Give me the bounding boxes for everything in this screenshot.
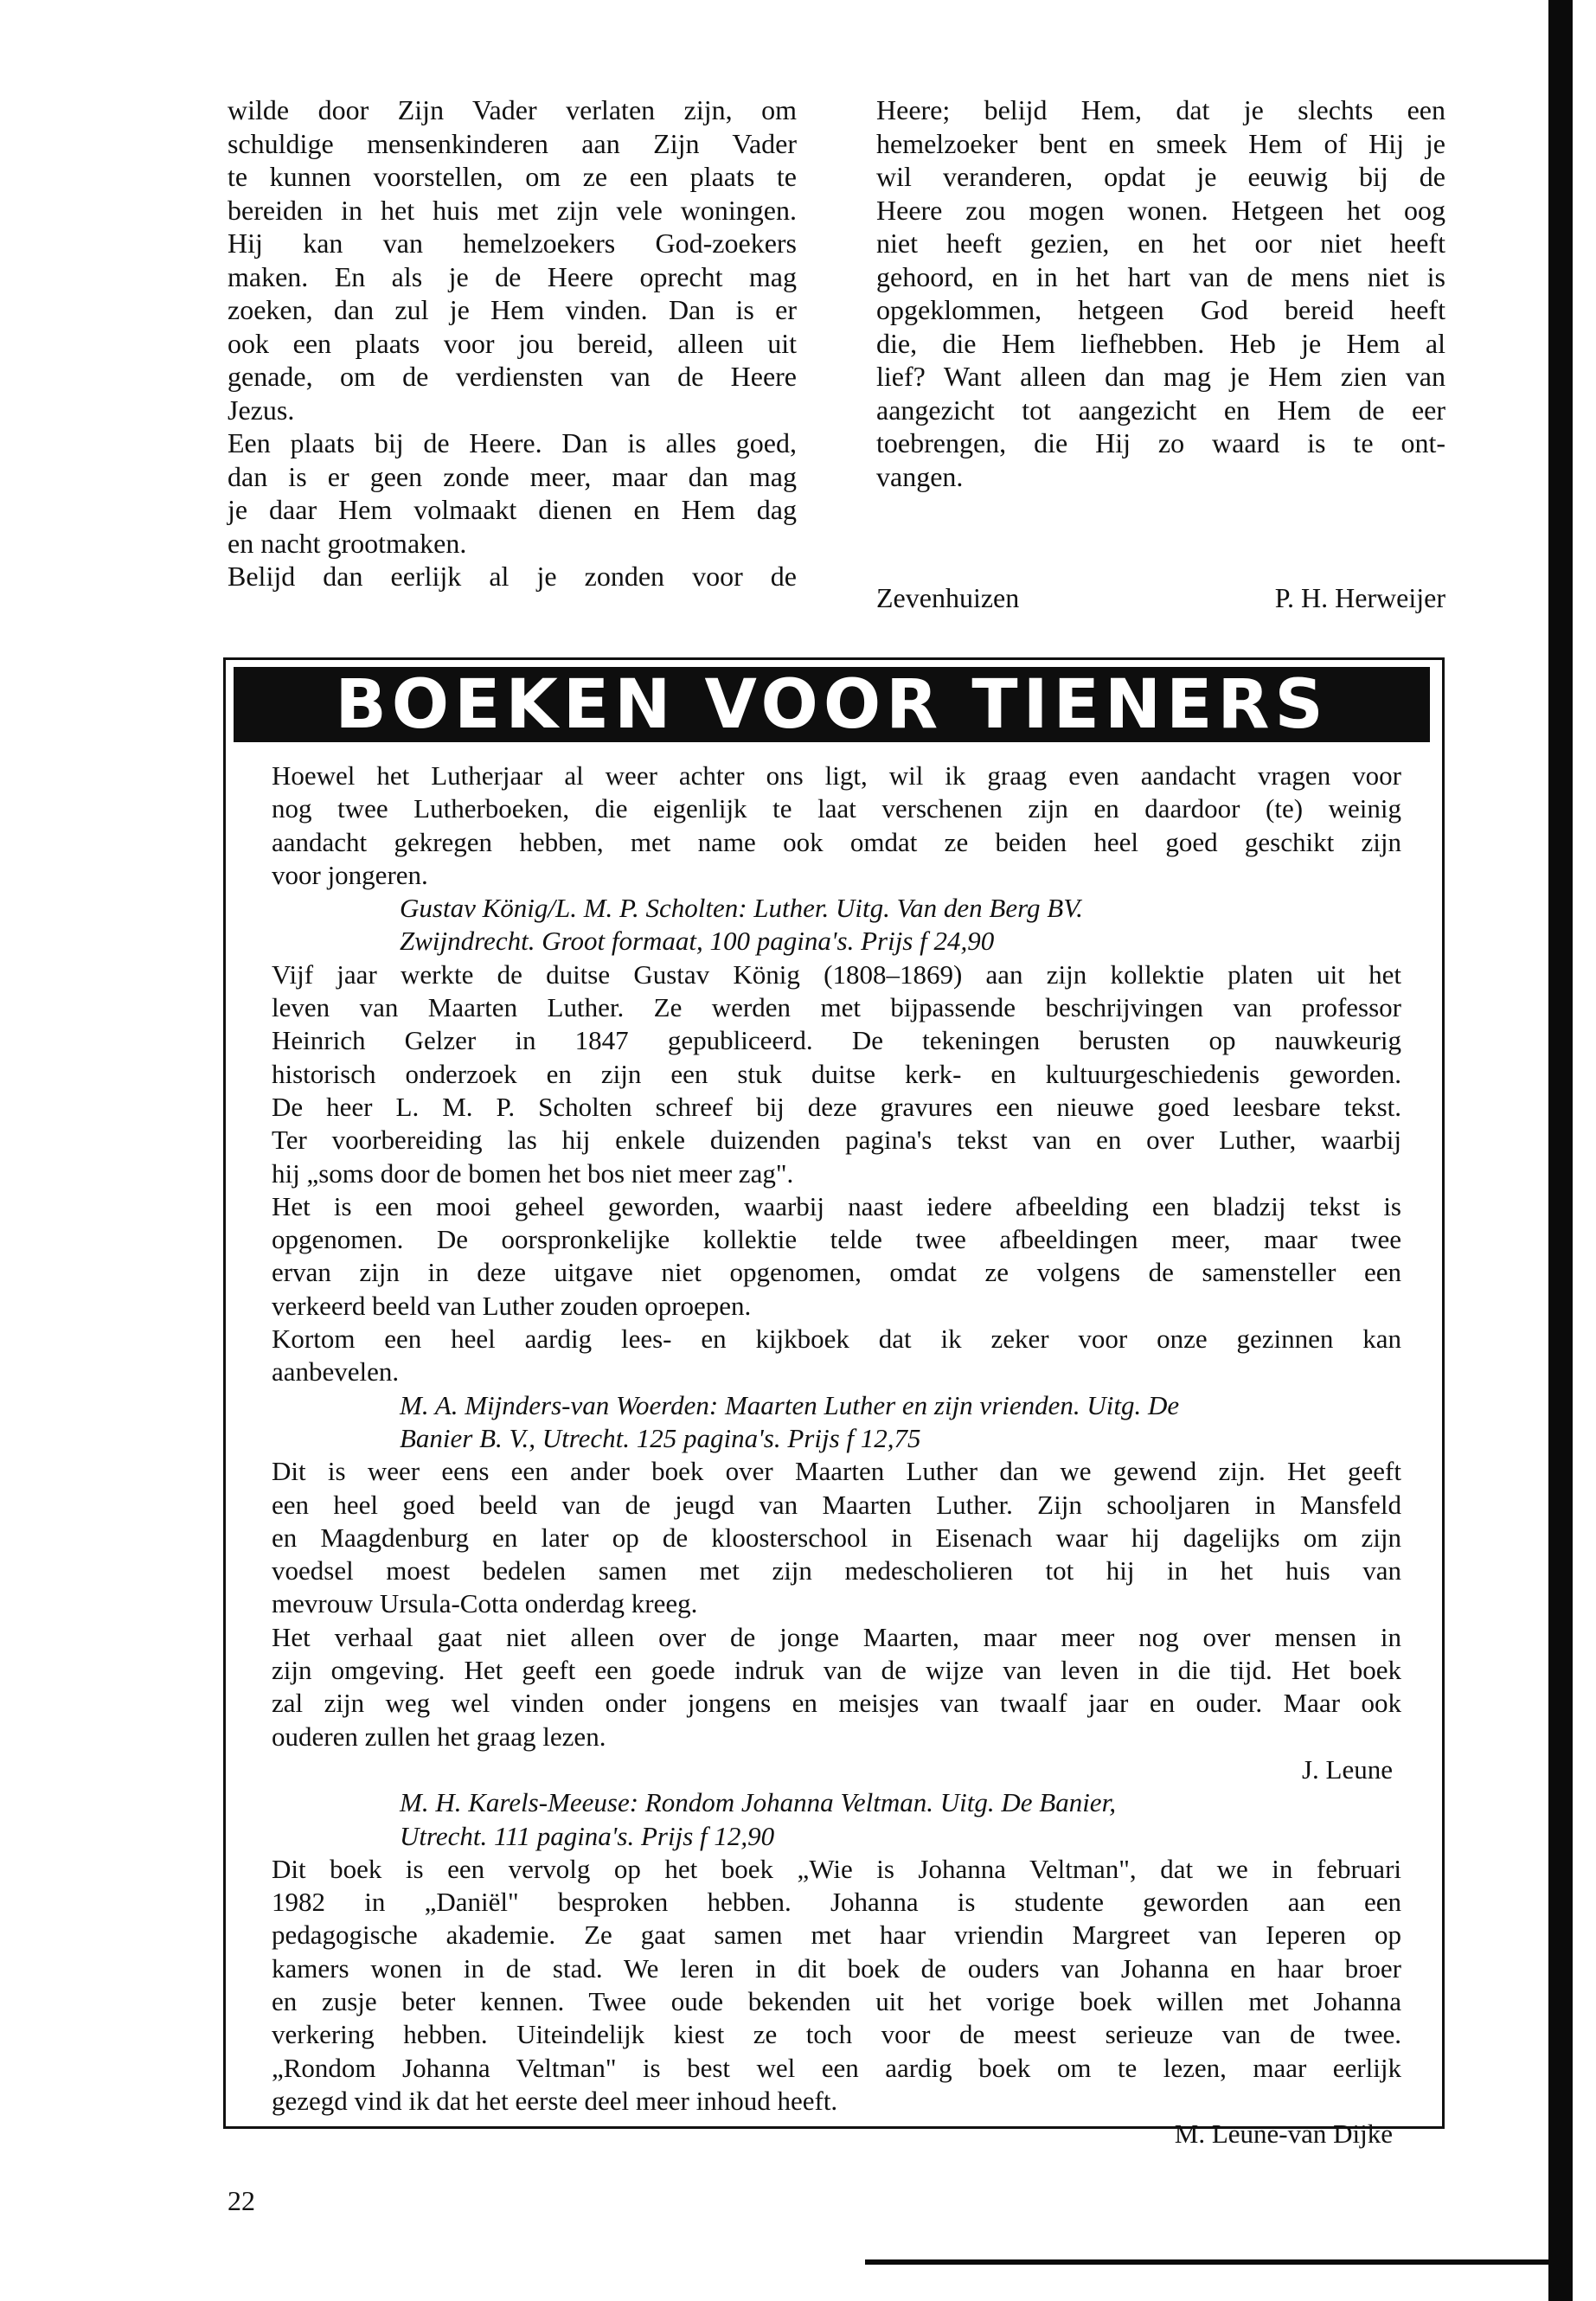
text-line: vangen. <box>876 460 964 492</box>
review-line: mevrouw Ursula-Cotta onderdag kreeg. <box>272 1588 698 1619</box>
text-line: aangezicht tot aangezicht en Hem de eer <box>876 394 1445 426</box>
text-line: hemelzoeker bent en smeek Hem of Hij je <box>876 127 1445 159</box>
text-line: gehoord, en in het hart van de mens niet is <box>876 260 1445 292</box>
review-line: een heel goed beeld van de jeugd van Maarten Luther. Zijn schooljaren in Mansfeld <box>272 1489 1401 1520</box>
review-line: zijn omgeving. Het geeft een goede indruk van de wijze van leven in die tijd. Het boek <box>272 1655 1401 1686</box>
text-line: die, die Hem liefhebben. Heb je Hem al <box>876 327 1445 359</box>
text-line: schuldige mensenkinderen aan Zijn Vader <box>228 127 797 159</box>
text-line: ook een plaats voor jou bereid, alleen uit <box>228 327 797 359</box>
review-line: ouderen zullen het graag lezen. <box>272 1721 606 1752</box>
review-line: Dit is weer eens een ander boek over Maarten Luther dan we gewend zijn. Het geeft <box>272 1456 1401 1487</box>
text-line: maken. En als je de Heere oprecht mag <box>228 260 797 292</box>
text-line: Heere zou mogen wonen. Hetgeen het oog <box>876 194 1445 226</box>
intro-line: aandacht gekregen hebben, met name ook omdat ze beiden heel goed geschikt zijn <box>272 826 1401 857</box>
review-line: Ter voorbereiding las hij enkele duizenden pagina's tekst van en over Luther, waarbij <box>272 1125 1401 1156</box>
text-line: en nacht grootmaken. <box>228 527 467 559</box>
review-line: verkering hebben. Uiteindelijk kiest ze toch voor de meest serieuze van de twee. <box>272 2019 1401 2050</box>
review-line: aanbevelen. <box>272 1356 400 1388</box>
review-line: opgenomen. De oorspronkelijke kollektie telde twee afbeeldingen meer, maar twee <box>272 1224 1401 1255</box>
review-line: ervan zijn in deze uitgave niet opgenomen, omdat ze volgens de samensteller een <box>272 1257 1401 1288</box>
review-signature: J. Leune <box>1301 1753 1393 1785</box>
review-line: voedsel moest bedelen samen met zijn medescholieren tot hij in het huis van <box>272 1555 1401 1586</box>
text-line: wil veranderen, opdat je eeuwig bij de <box>876 161 1445 192</box>
book1-bibliography: Gustav König/L. M. P. Scholten: Luther. Uitg. Van den Berg BV. <box>400 893 1083 924</box>
text-line: genade, om de verdiensten van de Heere <box>228 361 797 392</box>
text-line: bereiden in het huis met zijn vele woningen. <box>228 194 797 226</box>
intro-line: voor jongeren. <box>272 859 428 890</box>
intro-line: nog twee Lutherboeken, die eigenlijk te laat verschenen zijn en daardoor (te) weinig <box>272 793 1401 824</box>
review-line: kamers wonen in de stad. We leren in dit boek de ouders van Johanna en haar broer <box>272 1952 1401 1984</box>
bottom-rule <box>865 2259 1548 2265</box>
review-line: Het verhaal gaat niet alleen over de jonge Maarten, maar meer nog over mensen in <box>272 1621 1401 1652</box>
review-line: pedagogische akademie. Ze gaat samen met haar vriendin Margreet van Ieperen op <box>272 1920 1401 1951</box>
book3-bibliography: M. H. Karels-Meeuse: Rondom Johanna Veltman. Uitg. De Banier, <box>400 1787 1116 1818</box>
page-number: 22 <box>228 2185 255 2216</box>
book3-bibliography: Utrecht. 111 pagina's. Prijs f 12,90 <box>400 1820 775 1851</box>
signature-author: P. H. Herweijer <box>1274 582 1445 613</box>
review-line: 1982 in „Daniël" besproken hebben. Johanna is studente geworden aan een <box>272 1887 1401 1918</box>
review-line: en Maagdenburg en later op de kloosterschool in Eisenach waar hij dagelijks om zijn <box>272 1522 1401 1553</box>
review-line: verkeerd beeld van Luther zouden oproepen. <box>272 1290 752 1321</box>
text-line: opgeklommen, hetgeen God bereid heeft <box>876 294 1445 325</box>
book2-bibliography: M. A. Mijnders-van Woerden: Maarten Luther en zijn vrienden. Uitg. De <box>400 1389 1180 1420</box>
text-line: wilde door Zijn Vader verlaten zijn, om <box>228 94 797 125</box>
review-line: De heer L. M. P. Scholten schreef bij deze gravures een nieuwe goed leesbare tekst. <box>272 1091 1401 1122</box>
review-line: gezegd vind ik dat het eerste deel meer inhoud heeft. <box>272 2085 838 2116</box>
review-line: Het is een mooi geheel geworden, waarbij naast iedere afbeelding een bladzij tekst is <box>272 1190 1401 1221</box>
review-line: historisch onderzoek en zijn een stuk duitse kerk- en kultuurgeschiedenis geworden. <box>272 1058 1401 1089</box>
review-line: „Rondom Johanna Veltman" is best wel een aardig boek om te lezen, maar eerlijk <box>272 2052 1401 2083</box>
review-line: zal zijn weg wel vinden onder jongens en meisjes van twaalf jaar en ouder. Maar ook <box>272 1688 1401 1719</box>
text-line: Heere; belijd Hem, dat je slechts een <box>876 94 1445 125</box>
book-reviews <box>272 760 1401 2150</box>
book1-bibliography: Zwijndrecht. Groot formaat, 100 pagina's. Prijs f 24,90 <box>400 926 995 957</box>
intro-line: Hoewel het Lutherjaar al weer achter ons ligt, wil ik graag even aandacht vragen voor <box>272 760 1401 791</box>
text-line: te kunnen voorstellen, om ze een plaats te <box>228 161 797 192</box>
right-column-text <box>876 93 1445 493</box>
text-line: dan is er geen zonde meer, maar dan mag <box>228 460 797 492</box>
review-line: Vijf jaar werkte de duitse Gustav König (1808–1869) aan zijn kollektie platen uit het <box>272 958 1401 990</box>
review-line: hij „soms door de bomen het bos niet meer zag". <box>272 1157 794 1189</box>
section-title: BOEKEN VOOR TIENERS <box>335 665 1329 744</box>
text-line: je daar Hem volmaakt dienen en Hem dag <box>228 494 797 525</box>
review-signature: M. Leune-van Dijke <box>1174 2118 1393 2150</box>
article-signature <box>876 582 1445 614</box>
text-line: zoeken, dan zul je Hem vinden. Dan is er <box>228 294 797 325</box>
page-edge-bar <box>1548 0 1573 2301</box>
book2-bibliography: Banier B. V., Utrecht. 125 pagina's. Prijs f 12,75 <box>400 1422 921 1453</box>
text-line: Een plaats bij de Heere. Dan is alles goed, <box>228 427 797 458</box>
text-line: Hij kan van hemelzoekers God-zoekers <box>228 228 797 259</box>
text-line: lief? Want alleen dan mag je Hem zien van <box>876 361 1445 392</box>
review-line: Kortom een heel aardig lees- en kijkboek dat ik zeker voor onze gezinnen kan <box>272 1324 1401 1355</box>
text-line: niet heeft gezien, en het oor niet heeft <box>876 228 1445 259</box>
text-line: Jezus. <box>228 394 295 426</box>
review-line: Heinrich Gelzer in 1847 gepubliceerd. De tekeningen berusten op nauwkeurig <box>272 1025 1401 1056</box>
review-line: en zusje beter kennen. Twee oude bekenden uit het vorige boek willen met Johanna <box>272 1985 1401 2016</box>
review-line: leven van Maarten Luther. Ze werden met bijpassende beschrijvingen van professor <box>272 992 1401 1023</box>
left-column-text <box>228 93 797 593</box>
review-line: Dit boek is een vervolg op het boek „Wie is Johanna Veltman", dat we in februari <box>272 1853 1401 1884</box>
text-line: toebrengen, die Hij zo waard is te ont- <box>876 427 1445 458</box>
signature-place: Zevenhuizen <box>876 582 1020 613</box>
section-banner <box>234 667 1430 742</box>
text-line: Belijd dan eerlijk al je zonden voor de <box>228 561 797 592</box>
